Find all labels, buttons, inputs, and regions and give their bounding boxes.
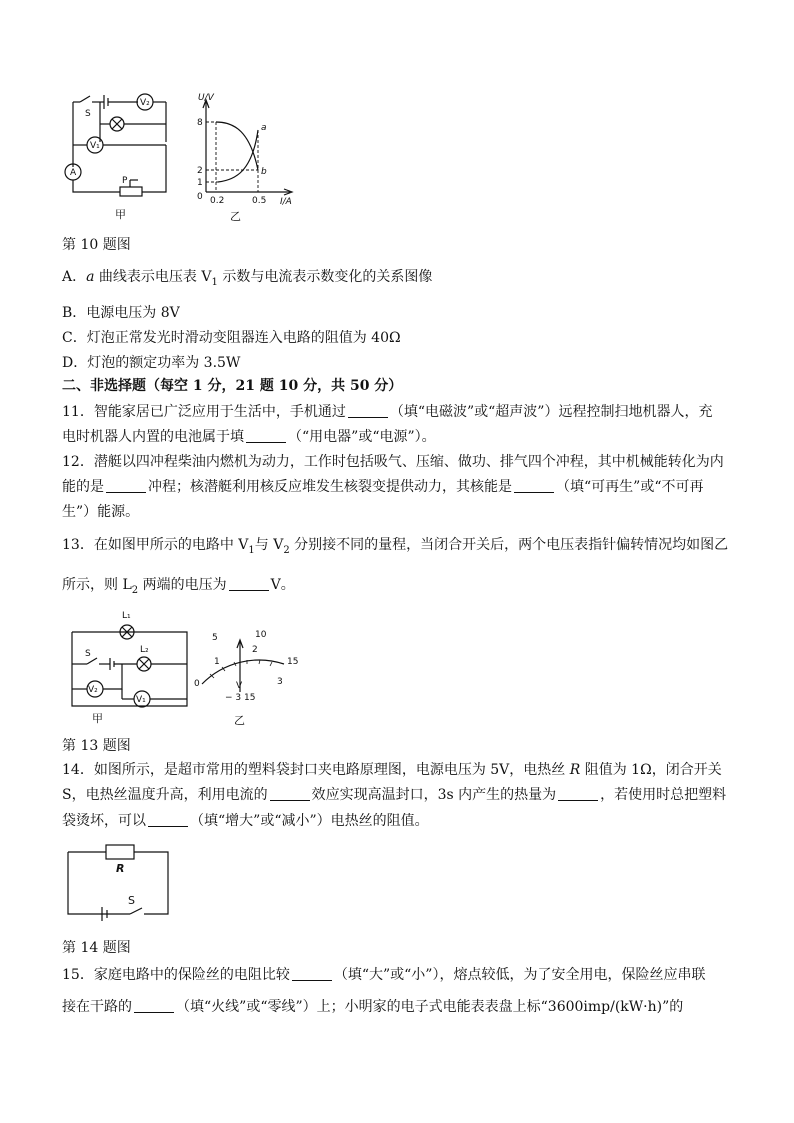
q14-blank-2[interactable] [558, 786, 598, 801]
figure-10 [60, 92, 310, 227]
fig14-s: S [128, 894, 135, 907]
q12-line-1: 12．潜艇以四冲程柴油内燃机为动力，工作时包括吸气、压缩、做功、排气四个冲程，其中机械能转化为内 [62, 454, 724, 470]
fig10-ytick-2: 2 [197, 166, 203, 176]
fig10-ytick-8: 8 [197, 118, 203, 128]
fig10-xtick-0.2: 0.2 [210, 196, 225, 206]
fig10-ytick-0: 0 [197, 192, 203, 202]
fig10-ytick-1: 1 [197, 178, 203, 188]
fig10-v2-label: V₂ [140, 98, 150, 108]
fig10-y-axis-label: U/V [198, 93, 214, 103]
fig10-a-label: A [70, 168, 77, 178]
fig13-meter-v: V [236, 681, 243, 691]
q15-blank-1[interactable] [292, 966, 332, 981]
fig13-s: S [85, 649, 91, 659]
fig10-v1-label: V₁ [90, 141, 100, 151]
q10-option-b: B．电源电压为 8V [62, 305, 180, 321]
fig13-scale-3: 3 [277, 677, 283, 687]
fig13-jia: 甲 [92, 712, 103, 725]
q11-blank-1[interactable] [348, 403, 388, 418]
q13-line-1: 13．在如图甲所示的电路中 $V_1$与 $V_2$ 分别接不同的量程，当闭合开关后，两个电压表指针偏转情况均如图乙 [62, 537, 729, 556]
q15-line-2: 接在干路的 （填“火线”或“零线”）上；小明家的电子式电能表表盘上标“3600imp/(kW·h)”的 [62, 999, 684, 1015]
fig10-s-label: S [85, 109, 91, 119]
fig13-v1: V₁ [136, 695, 146, 705]
fig10-x-axis-label: I/A [280, 197, 292, 207]
q12-blank-2[interactable] [514, 478, 554, 493]
fig13-scale-15: 15 [287, 657, 299, 667]
q12-blank-1[interactable] [106, 478, 146, 493]
fig13-v2: V₂ [88, 685, 98, 695]
q14-blank-1[interactable] [270, 786, 310, 801]
figure-14 [62, 838, 182, 923]
fig10-curve-b: b [261, 167, 267, 177]
fig13-scale-1: 1 [214, 657, 220, 667]
q14-line-2: S，电热丝温度升高，利用电流的 效应实现高温封口，3s 内产生的热量为 ，若使用时总把塑料 [62, 787, 727, 803]
q14-line-3: 袋烫坏，可以 （填“增大”或“减小”）电热丝的阻值。 [62, 813, 429, 829]
fig10-curve-a: a [261, 123, 267, 133]
fig10-yi-label: 乙 [230, 210, 241, 223]
q10-option-d: D．灯泡的额定功率为 3.5W [62, 355, 241, 371]
fig13-l2: L₂ [140, 645, 149, 655]
q10-option-a: A．a 曲线表示电压表 $V_1$ 示数与电流表示数变化的关系图像 [62, 269, 433, 288]
caption-14: 第 14 题图 [62, 940, 131, 956]
figure-13 [62, 604, 312, 728]
q11-line-2: 电时机器人内置的电池属于填 （“用电器”或“电源”）。 [62, 429, 436, 445]
q14-line-1: 14．如图所示，是超市常用的塑料袋封口夹电路原理图，电源电压为 5V，电热丝 R 阻值为 1Ω，闭合开关 [62, 762, 722, 778]
fig13-l1: L₁ [122, 611, 131, 621]
fig10-jia-label: 甲 [115, 208, 126, 221]
q11-blank-2[interactable] [246, 428, 286, 443]
caption-10: 第 10 题图 [62, 237, 131, 253]
q12-line-2: 能的是 冲程；核潜艇利用核反应堆发生核裂变提供动力，其核能是 （填“可再生”或“不可再 [62, 479, 704, 495]
q15-line-1: 15．家庭电路中的保险丝的电阻比较 （填“大”或“小”），熔点较低，为了安全用电，保险丝应串联 [62, 967, 706, 983]
q15-blank-2[interactable] [134, 998, 174, 1013]
q13-blank[interactable] [229, 576, 269, 591]
fig13-scale-10: 10 [255, 630, 267, 640]
fig10-xtick-0.5: 0.5 [252, 196, 267, 206]
fig14-r: R [116, 862, 125, 875]
fig13-scale-2: 2 [252, 645, 258, 655]
caption-13: 第 13 题图 [62, 738, 131, 754]
section-2-title: 二、非选择题（每空 1 分，21 题 10 分，共 50 分） [62, 378, 403, 394]
q11-line-1: 11．智能家居已广泛应用于生活中，手机通过 （填“电磁波”或“超声波”）远程控制扫地机器人，充 [62, 404, 713, 420]
q13-line-2: 所示，则 $L_2$ 两端的电压为 V。 [62, 577, 295, 596]
fig10-p-label: P [122, 176, 128, 186]
fig13-scale-5: 5 [212, 633, 218, 643]
q10-option-c: C．灯泡正常发光时滑动变阻器连入电路的阻值为 40Ω [62, 330, 401, 346]
fig13-terminals: − 3 15 [225, 693, 256, 703]
q14-blank-3[interactable] [148, 812, 188, 827]
fig13-scale-0: 0 [194, 679, 200, 689]
q12-line-3: 生”）能源。 [62, 504, 140, 520]
fig13-yi: 乙 [234, 714, 245, 727]
